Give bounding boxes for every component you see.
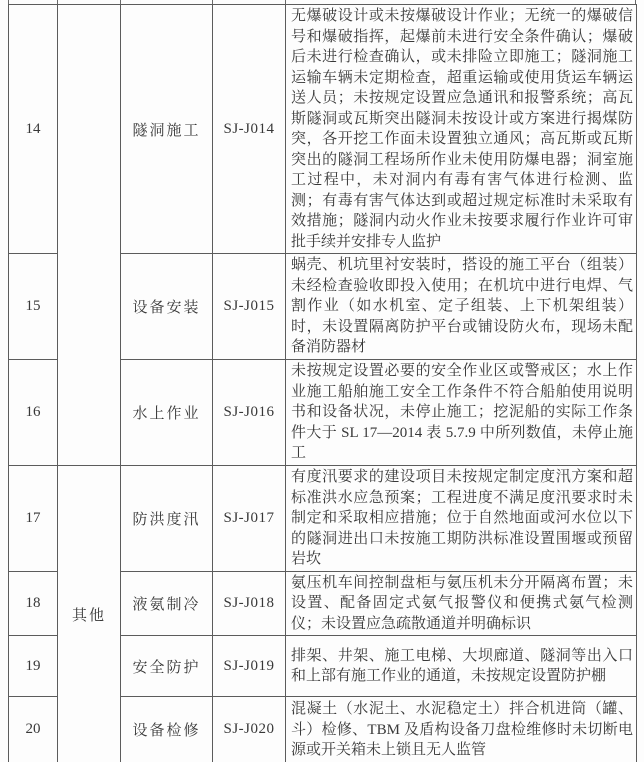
item-name: 安全防护	[121, 636, 213, 697]
item-description: 未按规定设置必要的安全作业区或警戒区；水上作业施工船舶施工安全工作条件不符合船舶使用说明书和设备状况，未停止施工；挖泥船的实际工作条件大于 SL 17—2014 表 5.7.9 中所列数值，未停止施工	[286, 360, 637, 466]
row-number: 14	[9, 5, 58, 254]
item-description: 氨压机车间控制盘柜与氨压机未分开隔离布置；未设置、配备固定式氨气报警仪和便携式氨气检测仪；未设置应急疏散通道并明确标识	[286, 571, 637, 636]
item-name: 防洪度汛	[121, 466, 213, 572]
row-number: 15	[9, 254, 58, 360]
item-code: SJ-J015	[213, 254, 286, 360]
table-row	[9, 5, 637, 254]
item-code: SJ-J017	[213, 466, 286, 572]
item-name: 隧洞施工	[121, 5, 213, 254]
category-cell-empty	[58, 5, 121, 466]
item-description: 有度汛要求的建设项目未按规定制定度汛方案和超标准洪水应急预案；工程进度不满足度汛要求时未制定和采取相应措施；位于自然地面或河水位以下的隧洞进出口未按施工期防洪标准设置围堰或预留岩坎	[286, 466, 637, 572]
row-number: 19	[9, 636, 58, 697]
item-code: SJ-J019	[213, 636, 286, 697]
item-code: SJ-J014	[213, 5, 286, 254]
hazard-regulation-table	[8, 4, 637, 762]
item-description: 排架、井架、施工电梯、大坝廊道、隧洞等出入口和上部有施工作业的通道，未按规定设置防护棚	[286, 636, 637, 697]
item-name: 液氨制冷	[121, 571, 213, 636]
row-number: 16	[9, 360, 58, 466]
row-number: 18	[9, 571, 58, 636]
item-name: 设备安装	[121, 254, 213, 360]
table-row	[9, 466, 637, 572]
category-cell-other: 其他	[58, 466, 121, 762]
item-code: SJ-J016	[213, 360, 286, 466]
item-name: 水上作业	[121, 360, 213, 466]
item-description: 蜗壳、机坑里衬安装时，搭设的施工平台（组装）未经检查验收即投入使用；在机坑中进行电焊、气割作业（如水机室、定子组装、上下机架组装）时，未设置隔离防护平台或铺设防火布，现场未配备消防器材	[286, 254, 637, 360]
row-number: 17	[9, 466, 58, 572]
item-description: 无爆破设计或未按爆破设计作业；无统一的爆破信号和爆破指挥，起爆前未进行安全条件确认；爆破后未进行检查确认，或未排险立即施工；隧洞施工运输车辆未定期检查，超重运输或使用货运车辆运送人员；未按规定设置应急通讯和报警系统；高瓦斯隧洞或瓦斯突出隧洞未按设计或方案进行揭煤防突，各开挖工作面未设置独立通风；高瓦斯或瓦斯突出的隧洞工程场所作业未使用防爆电器；洞室施工过程中，未对洞内有毒有害气体进行检测、监测；有毒有害气体达到或超过规定标准时未采取有效措施；隧洞内动火作业未按要求履行作业许可审批手续并安排专人监护	[286, 5, 637, 254]
item-description: 混凝土（水泥土、水泥稳定土）拌合机进筒（罐、斗）检修、TBM 及盾构设备刀盘检维修时未切断电源或开关箱未上锁且无人监管	[286, 697, 637, 762]
item-code: SJ-J020	[213, 697, 286, 762]
item-name: 设备检修	[121, 697, 213, 762]
row-number: 20	[9, 697, 58, 762]
item-code: SJ-J018	[213, 571, 286, 636]
